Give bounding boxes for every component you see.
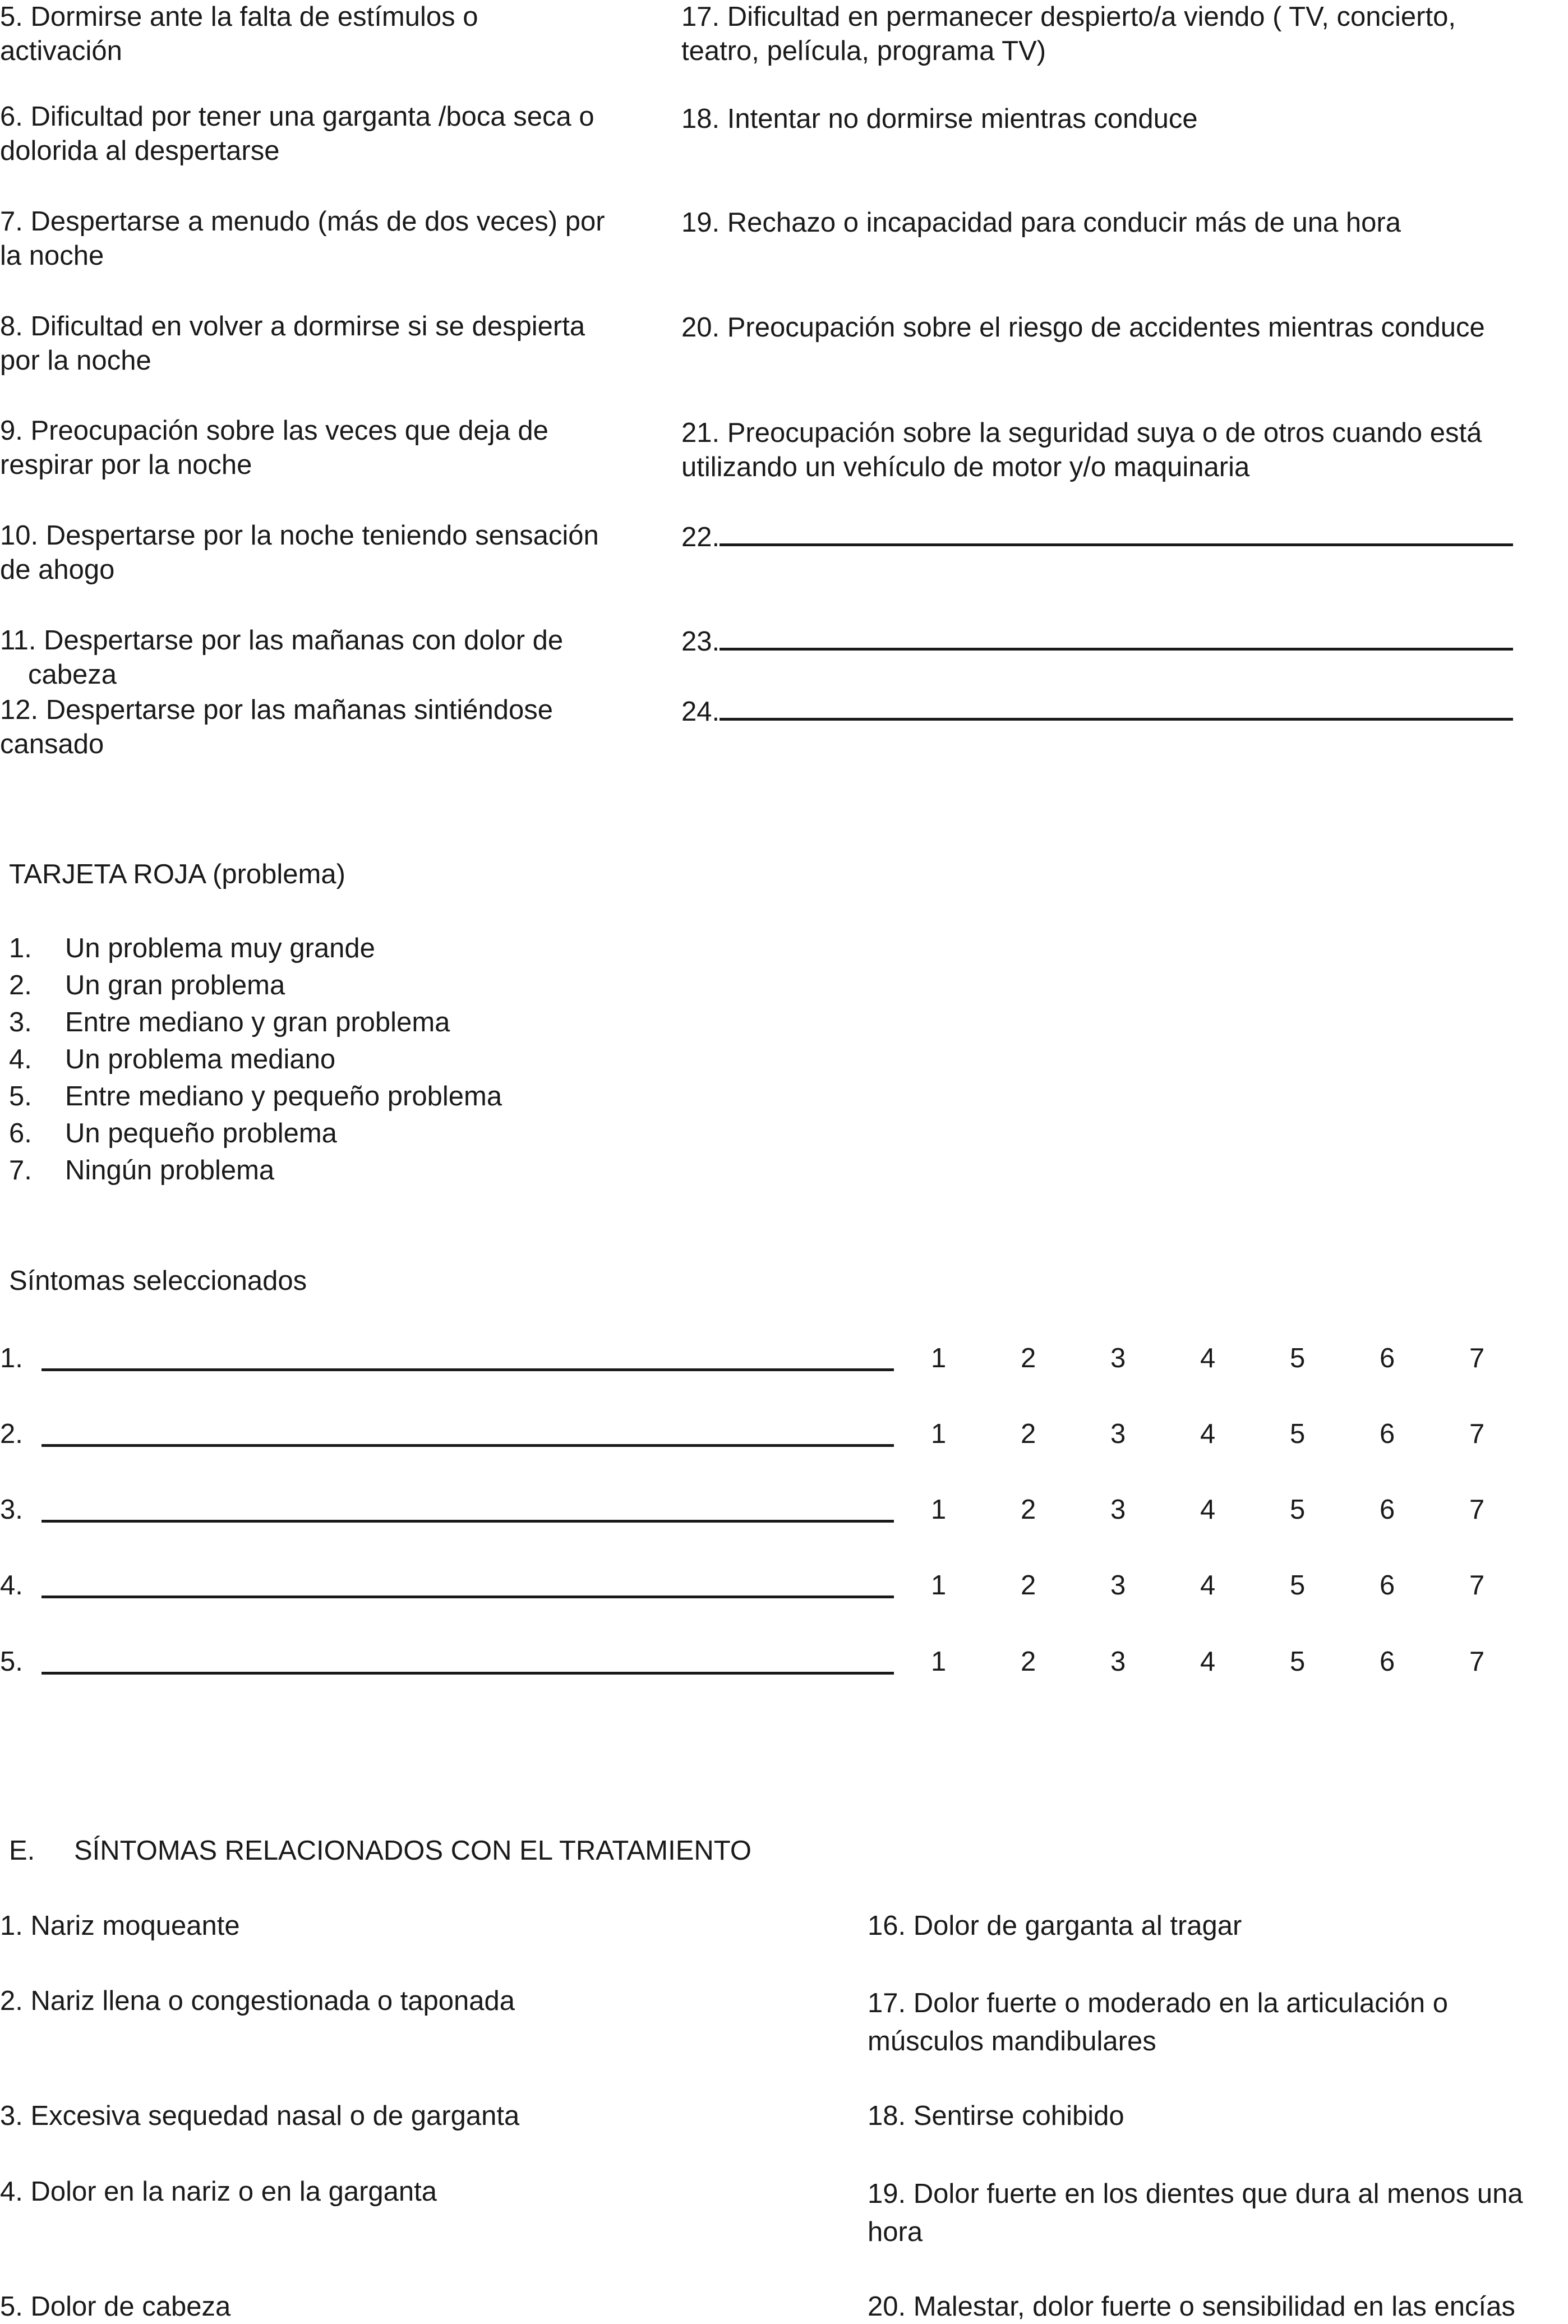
- row-number: 5.: [0, 1647, 23, 1677]
- row-number: 1.: [0, 1343, 23, 1373]
- item-text-line: 17. Dolor fuerte o moderado en la articulación o: [868, 1988, 1449, 2018]
- rating-option[interactable]: 2: [1021, 1343, 1036, 1373]
- left-item-7: [0, 205, 605, 273]
- section-title: SÍNTOMAS RELACIONADOS CON EL TRATAMIENTO: [74, 1836, 751, 1866]
- item-text-line: 18. Intentar no dormirse mientras conduce: [681, 104, 1198, 134]
- item-text-line: 10. Despertarse por la noche teniendo sensación: [0, 520, 599, 551]
- left-item-12: [0, 693, 553, 762]
- rating-option[interactable]: 1: [931, 1343, 947, 1373]
- item-text-line: 7. Despertarse a menudo (más de dos veces) por: [0, 206, 605, 237]
- option-number: 2.: [9, 970, 32, 1000]
- item-text-line: 5. Dormirse ante la falta de estímulos o: [0, 2, 478, 32]
- item-text-line: 19. Dolor fuerte en los dientes que dura al menos una: [868, 2179, 1523, 2209]
- item-text-line: teatro, película, programa TV): [681, 36, 1046, 66]
- item-text-line: 19. Rechazo o incapacidad para conducir más de una hora: [681, 208, 1401, 238]
- item-text-line: 1. Nariz moqueante: [0, 1911, 240, 1941]
- selected-symptom-row-5: [0, 1645, 1568, 1684]
- red-card-option: [9, 1078, 502, 1115]
- item-text-line: 20. Preocupación sobre el riesgo de accidentes mientras conduce: [681, 312, 1485, 343]
- right-item-17: [681, 0, 1456, 68]
- selected-symptoms-title: Síntomas seleccionados: [9, 1266, 307, 1296]
- right-item-19: [681, 206, 1401, 240]
- left-item-10: [0, 519, 599, 587]
- section-e-heading: [9, 1834, 751, 1868]
- symptom-write-in-line[interactable]: [41, 1672, 894, 1675]
- item-text-line: músculos mandibulares: [868, 2026, 1156, 2056]
- item-text-line: utilizando un vehículo de motor y/o maquinaria: [681, 452, 1250, 482]
- rating-option[interactable]: 2: [1021, 1495, 1036, 1525]
- option-label: Un pequeño problema: [65, 1118, 337, 1149]
- blank-item-number: 22.: [681, 522, 720, 552]
- symptom-write-in-line[interactable]: [41, 1596, 894, 1598]
- red-card-option: [9, 930, 502, 967]
- rating-option[interactable]: 1: [931, 1495, 947, 1525]
- item-text-line: la noche: [0, 241, 104, 271]
- treatment-item-18: [868, 2099, 1124, 2133]
- treatment-item-20: [868, 2290, 1515, 2324]
- write-in-line[interactable]: [720, 543, 1513, 546]
- option-number: 5.: [9, 1081, 32, 1112]
- rating-option[interactable]: 4: [1200, 1495, 1216, 1525]
- blank-item-24: [681, 695, 1513, 729]
- symptom-write-in-line[interactable]: [41, 1368, 894, 1371]
- row-number: 2.: [0, 1419, 23, 1449]
- item-text-line: 2. Nariz llena o congestionada o taponada: [0, 1986, 515, 2016]
- treatment-item-4: [0, 2175, 437, 2209]
- item-text-line: de ahogo: [0, 555, 115, 585]
- rating-option[interactable]: 4: [1200, 1647, 1216, 1677]
- option-label: Ningún problema: [65, 1155, 275, 1186]
- item-text-line: 3. Excesiva sequedad nasal o de garganta: [0, 2101, 520, 2131]
- rating-option[interactable]: 4: [1200, 1570, 1216, 1601]
- rating-option[interactable]: 1: [931, 1647, 947, 1677]
- rating-option[interactable]: 7: [1469, 1647, 1485, 1677]
- rating-option[interactable]: 1: [931, 1570, 947, 1601]
- rating-option[interactable]: 3: [1110, 1419, 1126, 1449]
- item-text-line: 17. Dificultad en permanecer despierto/a viendo ( TV, concierto,: [681, 2, 1456, 32]
- rating-option[interactable]: 1: [931, 1419, 947, 1449]
- red-card-option: [9, 1115, 502, 1152]
- selected-symptom-row-3: [0, 1493, 1568, 1532]
- option-label: Entre mediano y gran problema: [65, 1007, 450, 1038]
- right-item-18: [681, 102, 1198, 136]
- option-label: Un problema mediano: [65, 1044, 336, 1075]
- rating-option[interactable]: 3: [1110, 1343, 1126, 1373]
- red-card-option: [9, 1041, 502, 1078]
- red-card-options: [9, 930, 502, 1189]
- option-number: 4.: [9, 1044, 32, 1075]
- blank-item-22: [681, 520, 1513, 555]
- write-in-line[interactable]: [720, 648, 1513, 651]
- rating-option[interactable]: 6: [1380, 1343, 1395, 1373]
- item-text-line: activación: [0, 36, 122, 66]
- rating-option[interactable]: 6: [1380, 1647, 1395, 1677]
- selected-symptom-row-2: [0, 1417, 1568, 1456]
- item-text-line: 8. Dificultad en volver a dormirse si se despierta: [0, 311, 585, 342]
- item-text-line: 16. Dolor de garganta al tragar: [868, 1911, 1242, 1941]
- item-text-line: 18. Sentirse cohibido: [868, 2101, 1124, 2131]
- blank-item-23: [681, 625, 1513, 659]
- item-text-line: cabeza: [28, 660, 117, 690]
- section-letter: E.: [9, 1836, 35, 1866]
- rating-option[interactable]: 7: [1469, 1495, 1485, 1525]
- item-text-line: hora: [868, 2217, 923, 2247]
- rating-option[interactable]: 5: [1290, 1570, 1306, 1601]
- rating-option[interactable]: 7: [1469, 1419, 1485, 1449]
- item-text-line: por la noche: [0, 345, 151, 376]
- rating-option[interactable]: 5: [1290, 1495, 1306, 1525]
- rating-option[interactable]: 2: [1021, 1419, 1036, 1449]
- left-item-6: [0, 100, 594, 168]
- left-item-8: [0, 310, 585, 378]
- item-text-line: 9. Preocupación sobre las veces que deja de: [0, 416, 548, 446]
- rating-option[interactable]: 3: [1110, 1647, 1126, 1677]
- symptom-write-in-line[interactable]: [41, 1444, 894, 1447]
- item-text-line: 6. Dificultad por tener una garganta /boca seca o: [0, 102, 594, 132]
- symptom-write-in-line[interactable]: [41, 1520, 894, 1523]
- right-item-21: [681, 416, 1482, 485]
- option-label: Un problema muy grande: [65, 933, 375, 963]
- treatment-item-5: [0, 2290, 230, 2324]
- rating-option[interactable]: 3: [1110, 1495, 1126, 1525]
- red-card-title: TARJETA ROJA (problema): [9, 859, 345, 889]
- rating-option[interactable]: 6: [1380, 1419, 1395, 1449]
- row-number: 4.: [0, 1570, 23, 1601]
- option-number: 3.: [9, 1007, 32, 1038]
- item-text-line: 20. Malestar, dolor fuerte o sensibilidad en las encías: [868, 2291, 1515, 2322]
- red-card-option: [9, 967, 502, 1004]
- selected-symptom-row-4: [0, 1569, 1568, 1608]
- rating-option[interactable]: 4: [1200, 1343, 1216, 1373]
- treatment-item-19: [868, 2175, 1523, 2251]
- write-in-line[interactable]: [720, 718, 1513, 721]
- item-text-line: respirar por la noche: [0, 450, 252, 480]
- rating-option[interactable]: 5: [1290, 1419, 1306, 1449]
- row-number: 3.: [0, 1495, 23, 1525]
- option-label: Un gran problema: [65, 970, 285, 1000]
- red-card-option: [9, 1152, 502, 1189]
- rating-option[interactable]: 2: [1021, 1570, 1036, 1601]
- left-item-9: [0, 414, 548, 482]
- rating-option[interactable]: 6: [1380, 1495, 1395, 1525]
- option-number: 1.: [9, 933, 32, 963]
- left-item-11: [0, 624, 563, 692]
- rating-option[interactable]: 7: [1469, 1570, 1485, 1601]
- option-label: Entre mediano y pequeño problema: [65, 1081, 502, 1112]
- rating-option[interactable]: 5: [1290, 1647, 1306, 1677]
- right-item-20: [681, 311, 1485, 345]
- treatment-item-1: [0, 1909, 240, 1943]
- rating-option[interactable]: 5: [1290, 1343, 1306, 1373]
- treatment-item-17: [868, 1984, 1448, 2060]
- blank-item-number: 23.: [681, 626, 720, 657]
- treatment-item-16: [868, 1909, 1242, 1943]
- rating-option[interactable]: 7: [1469, 1343, 1485, 1373]
- option-number: 7.: [9, 1155, 32, 1186]
- treatment-item-2: [0, 1984, 515, 2018]
- rating-option[interactable]: 3: [1110, 1570, 1126, 1601]
- selected-symptom-row-1: [0, 1341, 1568, 1381]
- red-card-option: [9, 1004, 502, 1041]
- rating-option[interactable]: 6: [1380, 1570, 1395, 1601]
- rating-option[interactable]: 4: [1200, 1419, 1216, 1449]
- blank-item-number: 24.: [681, 697, 720, 727]
- left-item-5: [0, 0, 478, 68]
- item-text-line: 21. Preocupación sobre la seguridad suya o de otros cuando está: [681, 418, 1482, 448]
- option-number: 6.: [9, 1118, 32, 1149]
- item-text-line: dolorida al despertarse: [0, 136, 280, 166]
- item-text-line: 5. Dolor de cabeza: [0, 2291, 231, 2322]
- item-text-line: 12. Despertarse por las mañanas sintiéndose: [0, 695, 554, 725]
- item-text-line: cansado: [0, 729, 104, 759]
- item-text-line: 4. Dolor en la nariz o en la garganta: [0, 2177, 437, 2207]
- treatment-item-3: [0, 2099, 519, 2133]
- rating-option[interactable]: 2: [1021, 1647, 1036, 1677]
- item-text-line: 11. Despertarse por las mañanas con dolor de: [0, 625, 564, 656]
